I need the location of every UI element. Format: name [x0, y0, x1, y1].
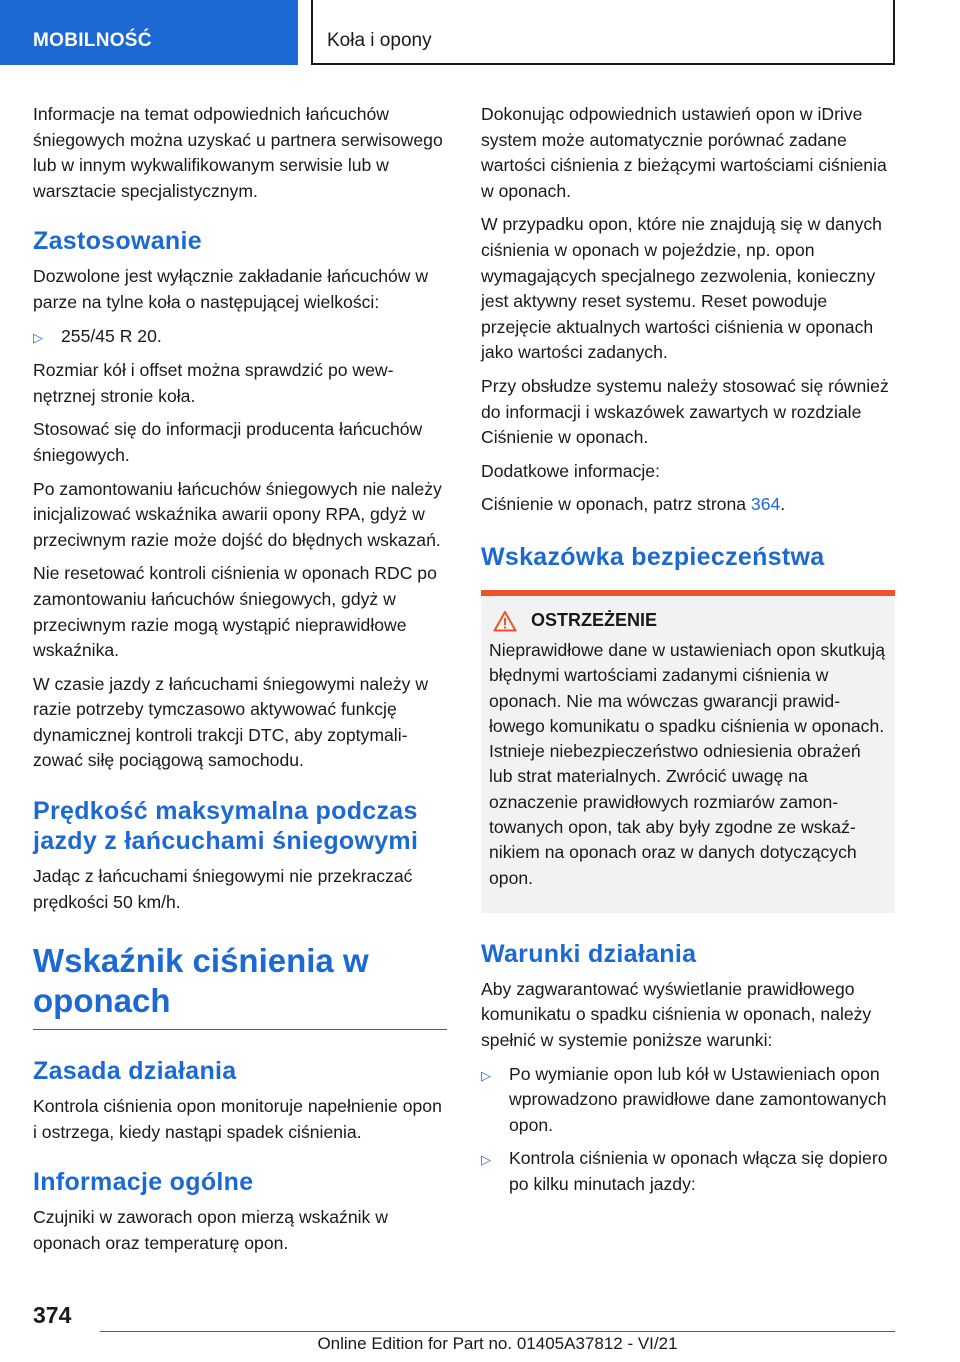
- heading-zastosowanie: Zastosowanie: [33, 227, 202, 256]
- list-item: [33, 324, 447, 351]
- left-column: [33, 102, 447, 1265]
- warning-text: Nieprawidłowe dane w ustawieniach opon skutkują błędnymi wartościami zadanymi ciśnienia w oponach. Nie ma wówczas gwarancji prawidłowego komunikatu o spadku ciśnienia w oponach. Istnieje niebezpieczeństwo odniesienia obrażeń lub strat materialnych. Zwrócić uwagę na oznaczenie prawidłowych rozmiarów zamontowanych opon, tak aby były zgodne ze wskaźnikiem na oponach oraz w danych dotyczących opon.: [489, 639, 886, 888]
- footer-divider: [100, 1331, 895, 1332]
- list-item: [481, 1146, 895, 1197]
- warning-triangle-icon: [493, 610, 517, 632]
- section-title: MOBILNOŚĆ: [33, 30, 152, 51]
- paragraph-obsluga: Przy obsłudze systemu należy stosować się również do informacji i wskazówek zawartych w rozdziale Ciśnienie w oponach.: [481, 375, 889, 448]
- heading-predkosc: Prędkość maksymalna podczas jazdy z łańcuchami śniegowymi: [33, 797, 419, 856]
- paragraph-reset: W przypadku opon, które nie znajdują się w danych ciśnienia w oponach w pojeździe, np. opon wymagających specjalnego zezwolenia, konieczny jest aktywny reset systemu. Reset powoduje przejęcie aktualnych wartości ciśnienia w oponach jako wartości zadanych.: [481, 214, 882, 363]
- heading-wskaznik: Wskaźnik ciśnienia w oponach: [33, 941, 447, 1030]
- paragraph-stosowac: Stosować się do informacji producenta łańcuchów śniegowych.: [33, 419, 423, 465]
- right-column: [481, 102, 895, 1206]
- bullet-triangle-icon: ▷: [33, 329, 43, 345]
- reference-end: .: [780, 494, 786, 515]
- cross-reference: [481, 492, 895, 518]
- list-item-text: 255/45 R 20.: [61, 325, 162, 346]
- page-reference-link[interactable]: 364: [750, 494, 781, 515]
- paragraph-dodatkowe: Dodatkowe informacje:: [481, 460, 660, 481]
- heading-ogolne: Informacje ogólne: [33, 1168, 254, 1197]
- chapter-title: Koła i opony: [327, 30, 432, 51]
- list-item: [481, 1062, 895, 1139]
- footer-edition: Online Edition for Part no. 01405A37812 - VI/21: [317, 1334, 678, 1353]
- warning-header: [489, 610, 887, 632]
- predkosc-paragraph: Jadąc z łańcuchami śniegowymi nie przekraczać prędkości 50 km/h.: [33, 866, 413, 912]
- warning-box: [481, 596, 895, 913]
- list-item-text: Po wymianie opon lub kół w Ustawieniach opon wprowadzono prawidłowe dane zamontowanych opon.: [509, 1063, 887, 1135]
- paragraph-rpa: Po zamontowaniu łańcuchów śniegowych nie należy inicjalizować wskaźnika awarii opony RPA, gdyż w przeciwnym razie może dojść do błędnych wskazań.: [33, 478, 442, 550]
- heading-zasada: Zasada działania: [33, 1057, 237, 1086]
- paragraph-rdc: Nie resetować kontroli ciśnienia w oponach RDC po zamontowaniu łańcuchów śniegowych, gdyż w przeciwnym razie mogą wystąpić nieprawidłowe wskaźnika.: [33, 563, 437, 661]
- page-number: 374: [33, 1302, 72, 1328]
- bullet-triangle-icon: ▷: [481, 1067, 491, 1083]
- warning-title: OSTRZEŻENIE: [531, 610, 658, 631]
- paragraph-dtc: W czasie jazdy z łańcuchami śniegowymi należy w razie potrzeby tymczasowo aktywować funkcję dynamicznej kontroli trakcji DTC, aby zoptymalizować siłę pociągową samochodu.: [33, 673, 429, 771]
- zasada-paragraph: Kontrola ciśnienia opon monitoruje napełnienie opon i ostrzega, kiedy nastąpi spadek ciśnienia.: [33, 1096, 442, 1142]
- reference-text: Ciśnienie w oponach, patrz strona: [481, 494, 751, 515]
- bullet-triangle-icon: ▷: [481, 1152, 491, 1168]
- intro-paragraph: Informacje na temat odpowiednich łańcuchów śniegowych można uzyskać u partnera serwisowego lub w innym wykwalifikowanym serwisie lub w warsztacie specjalistycznym.: [33, 104, 443, 201]
- heading-bezpieczenstwo: Wskazówka bezpieczeństwa: [481, 542, 825, 571]
- warunki-paragraph: Aby zagwarantować wyświetlanie prawidłowego komunikatu o spadku ciśnienia w oponach, należy spełnić w systemie poniższe warunki:: [481, 978, 872, 1051]
- ogolne-paragraph: Czujniki w zaworach opon mierzą wskaźnik w oponach oraz temperaturę opon.: [33, 1207, 388, 1254]
- list-item-text: Kontrola ciśnienia w oponach włącza się dopiero po kilku minutach jazdy:: [509, 1148, 888, 1195]
- paragraph-rozmiar: Rozmiar kół i offset można sprawdzić po wewnętrznej stronie koła.: [33, 360, 394, 406]
- zastosowanie-paragraph: Dozwolone jest wyłącznie zakładanie łańcuchów w parze na tylne koła o następującej wielkości:: [33, 266, 429, 312]
- paragraph-idrive: Dokonując odpowiednich ustawień opon w iDrive system może automatycznie porównać zadane wartości ciśnienia z bieżącymi wartościami ciśnienia w oponach.: [481, 104, 887, 201]
- heading-warunki: Warunki działania: [481, 939, 697, 968]
- section-tab: [0, 0, 298, 65]
- chapter-tab: [311, 0, 895, 65]
